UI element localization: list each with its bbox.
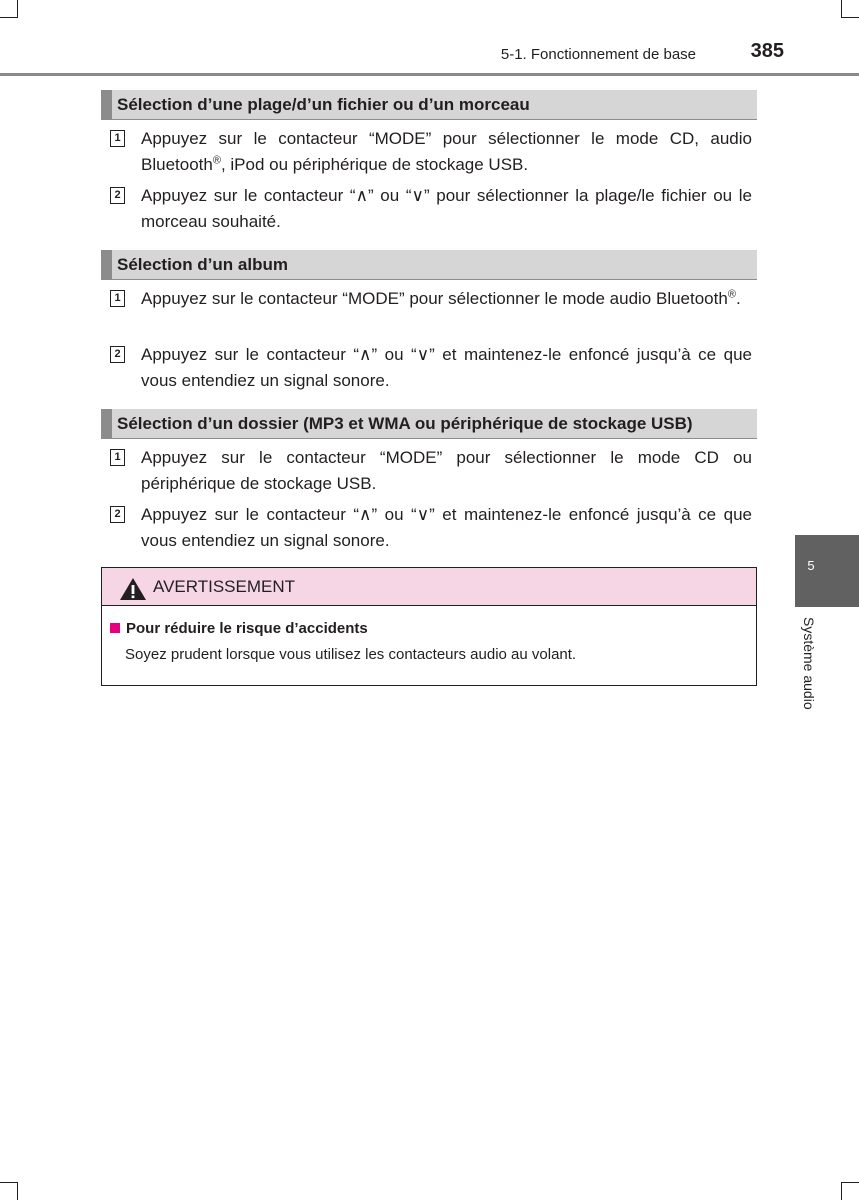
warning-text: Soyez prudent lorsque vous utilisez les contacteurs audio au volant. [125, 646, 577, 663]
square-bullet-icon [110, 623, 120, 633]
page-number: 385 [750, 40, 784, 62]
step-number: 2 [110, 346, 125, 363]
crop-mark [17, 1182, 18, 1200]
crop-mark [841, 1182, 842, 1200]
section-label: 5-1. Fonctionnement de base [500, 46, 696, 63]
section-heading: Sélection d’un album [101, 250, 757, 279]
step-text: Appuyez sur le contacteur “MODE” pour sélectionner le mode audio Bluetooth®. [141, 288, 741, 308]
chapter-tab [795, 535, 859, 607]
warning-subtitle: Pour réduire le risque d’accidents [110, 620, 756, 637]
step-item [110, 286, 752, 312]
step-number: 2 [110, 187, 125, 204]
chapter-title: Système audio [801, 617, 817, 710]
step-text: Appuyez sur le contacteur “∧” ou “∨” pour sélectionner la plage/le fichier ou le morceau souhaité. [141, 186, 752, 231]
warning-triangle-icon [119, 577, 147, 601]
page-header [0, 0, 859, 80]
warning-body [102, 606, 756, 663]
step-item [110, 342, 752, 394]
step-item [110, 183, 752, 235]
warning-header [102, 568, 756, 606]
step-item [110, 502, 752, 554]
step-number: 1 [110, 130, 125, 147]
step-text: Appuyez sur le contacteur “MODE” pour sélectionner le mode CD ou périphérique de stockage USB. [141, 448, 752, 493]
step-text: Appuyez sur le contacteur “MODE” pour sélectionner le mode CD, audio Bluetooth®, iPod ou périphérique de stockage USB. [141, 129, 752, 174]
section-heading: Sélection d’une plage/d’un fichier ou d’un morceau [101, 90, 757, 119]
section-heading: Sélection d’un dossier (MP3 et WMA ou périphérique de stockage USB) [101, 409, 757, 438]
step-item [110, 445, 752, 497]
warning-title: AVERTISSEMENT [153, 577, 296, 596]
step-number: 1 [110, 290, 125, 307]
step-item [110, 126, 752, 178]
crop-mark [0, 1182, 18, 1183]
step-number: 2 [110, 506, 125, 523]
crop-mark [841, 1182, 859, 1183]
header-rule [0, 73, 859, 76]
step-text: Appuyez sur le contacteur “∧” ou “∨” et maintenez-le enfoncé jusqu’à ce que vous entendiez un signal sonore. [141, 505, 752, 550]
step-number: 1 [110, 449, 125, 466]
chapter-number: 5 [807, 558, 815, 573]
warning-box [101, 567, 757, 686]
step-text: Appuyez sur le contacteur “∧” ou “∨” et maintenez-le enfoncé jusqu’à ce que vous entendiez un signal sonore. [141, 345, 752, 390]
